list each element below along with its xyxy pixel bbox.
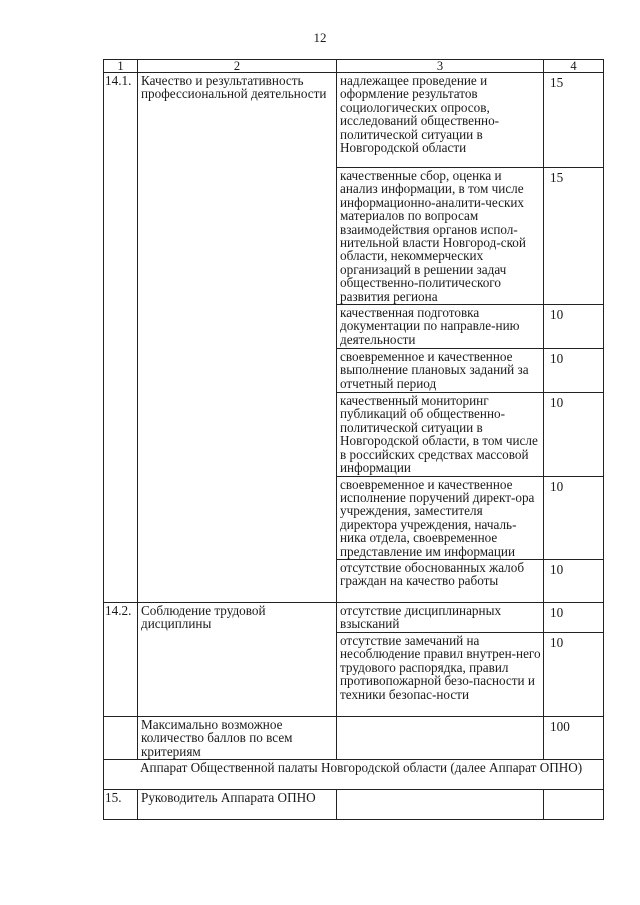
row-number: 14.2. [104,602,138,716]
row-number [104,716,138,759]
indicator-cell: отсутствие дисциплинарных взысканий [337,602,544,632]
indicator-cell [337,790,544,820]
score-cell: 10 [544,305,604,349]
indicator-cell: качественная подготовка документации по направле-нию деятельности [337,305,544,349]
score-cell: 10 [544,393,604,476]
criterion-cell: Руководитель Аппарата ОПНО [138,790,337,820]
row-number: 14.1. [104,73,138,603]
indicator-cell [337,716,544,759]
criterion-cell: Соблюдение трудовой дисциплины [138,602,337,716]
table-row [104,790,604,820]
score-cell: 15 [544,73,604,168]
score-cell: 10 [544,349,604,393]
indicator-cell: отсутствие замечаний на несоблюдение правил внутрен-него трудового распорядка, правил противопожарной безо-пасности и техники безопас-ности [337,632,544,716]
row-number: 15. [104,790,138,820]
score-cell: 10 [544,559,604,602]
column-header-2: 2 [138,60,337,73]
indicator-cell: надлежащее проведение и оформление результатов социологических опросов, исследований общественно-политической ситуации в Новгородской области [337,73,544,168]
criterion-cell: Качество и результативность профессиональной деятельности [138,73,337,603]
section-heading: Аппарат Общественной палаты Новгородской области (далее Аппарат ОПНО) [104,760,604,790]
table-row [104,716,604,759]
score-cell: 10 [544,632,604,716]
indicator-cell: отсутствие обоснованных жалоб граждан на качество работы [337,559,544,602]
indicator-cell: качественные сбор, оценка и анализ информации, в том числе информационно-аналити-ческих материалов по вопросам взаимодействия органов испол-нительной власти Новгород-ской области, некоммерческих организаций в решении задач общественно-политического развития региона [337,168,544,305]
table-row [104,73,604,168]
page-number: 12 [313,30,327,45]
criterion-cell: Максимально возможное количество баллов по всем критериям [138,716,337,759]
header-row [104,60,604,73]
indicator-cell: своевременное и качественное выполнение плановых заданий за отчетный период [337,349,544,393]
score-cell: 10 [544,476,604,559]
table-row [104,602,604,632]
criteria-table [103,59,604,820]
score-cell: 15 [544,168,604,305]
indicator-cell: качественный мониторинг публикаций об общественно-политической ситуации в Новгородской области, в том числе в российских средствах массовой информации [337,393,544,476]
column-header-4: 4 [544,60,604,73]
table-row [104,760,604,790]
score-cell: 10 [544,602,604,632]
score-cell: 100 [544,716,604,759]
score-cell [544,790,604,820]
column-header-1: 1 [104,60,138,73]
column-header-3: 3 [337,60,544,73]
indicator-cell: своевременное и качественное исполнение поручений директ-ора учреждения, заместителя директора учреждения, началь-ника отдела, своевременное представление им информации [337,476,544,559]
